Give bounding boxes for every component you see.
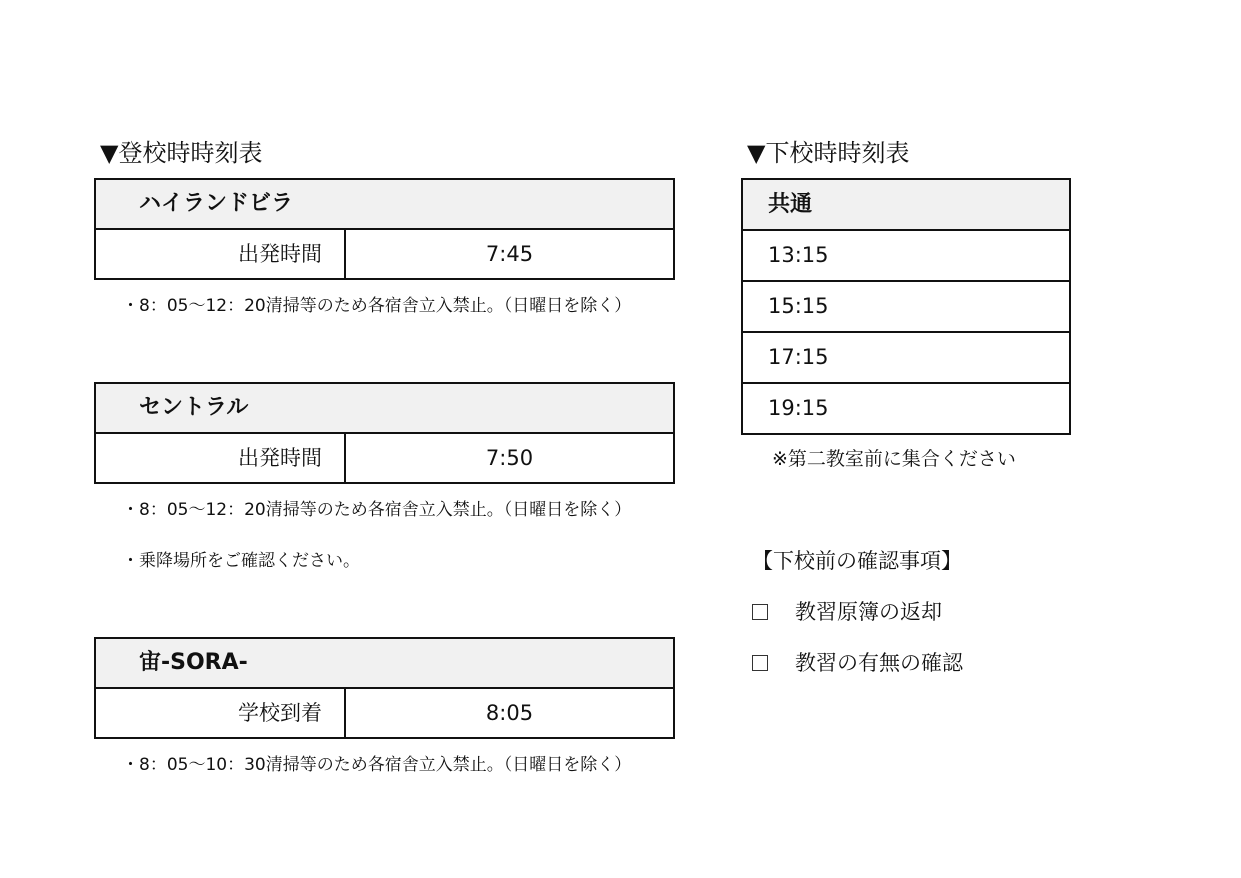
table-header: 宙-SORA-: [96, 639, 673, 689]
arrival-table-central: [94, 382, 675, 484]
checkbox-icon[interactable]: [752, 604, 768, 620]
table-row: 15:15: [743, 282, 1069, 333]
table-row: 17:15: [743, 333, 1069, 384]
row-time: 7:45: [485, 242, 534, 266]
cleaning-note: ・8：05～12：20清掃等のため各宿舎立入禁止。（日曜日を除く）: [122, 500, 632, 520]
arrival-table-highland-villa: [94, 178, 675, 280]
checklist-title: 【下校前の確認事項】: [752, 549, 962, 573]
table-header: ハイランドビラ: [96, 180, 673, 230]
table-row: 19:15: [768, 396, 829, 420]
table-header: セントラル: [96, 384, 673, 434]
arrival-table-sora: [94, 637, 675, 739]
row-label: 出発時間: [96, 230, 346, 278]
checklist-item-label: 教習の有無の確認: [795, 651, 963, 675]
cleaning-note: ・8：05～10：30清掃等のため各宿舎立入禁止。（日曜日を除く）: [122, 755, 632, 775]
row-label: 出発時間: [96, 434, 346, 482]
departure-section-title: ▼下校時時刻表: [747, 139, 910, 167]
checkbox-icon[interactable]: [752, 655, 768, 671]
arrival-section-title: ▼登校時時刻表: [100, 139, 263, 167]
departure-table: [741, 178, 1071, 435]
checklist-item-return-record[interactable]: [750, 598, 942, 626]
table-header: 共通: [743, 180, 1069, 231]
checklist-item-confirm-lessons[interactable]: [750, 649, 963, 677]
table-row: 13:15: [743, 231, 1069, 282]
row-label: 学校到着: [96, 689, 346, 737]
table-row: [96, 434, 673, 482]
boarding-note: ・乗降場所をご確認ください。: [122, 551, 360, 571]
table-row: [96, 689, 673, 737]
row-time: 7:50: [485, 446, 534, 470]
checklist-item-label: 教習原簿の返却: [795, 600, 942, 624]
meeting-point-note: ※第二教室前に集合ください: [772, 448, 1016, 470]
row-time: 8:05: [485, 701, 534, 725]
cleaning-note: ・8：05～12：20清掃等のため各宿舎立入禁止。（日曜日を除く）: [122, 296, 632, 316]
table-row: [96, 230, 673, 278]
